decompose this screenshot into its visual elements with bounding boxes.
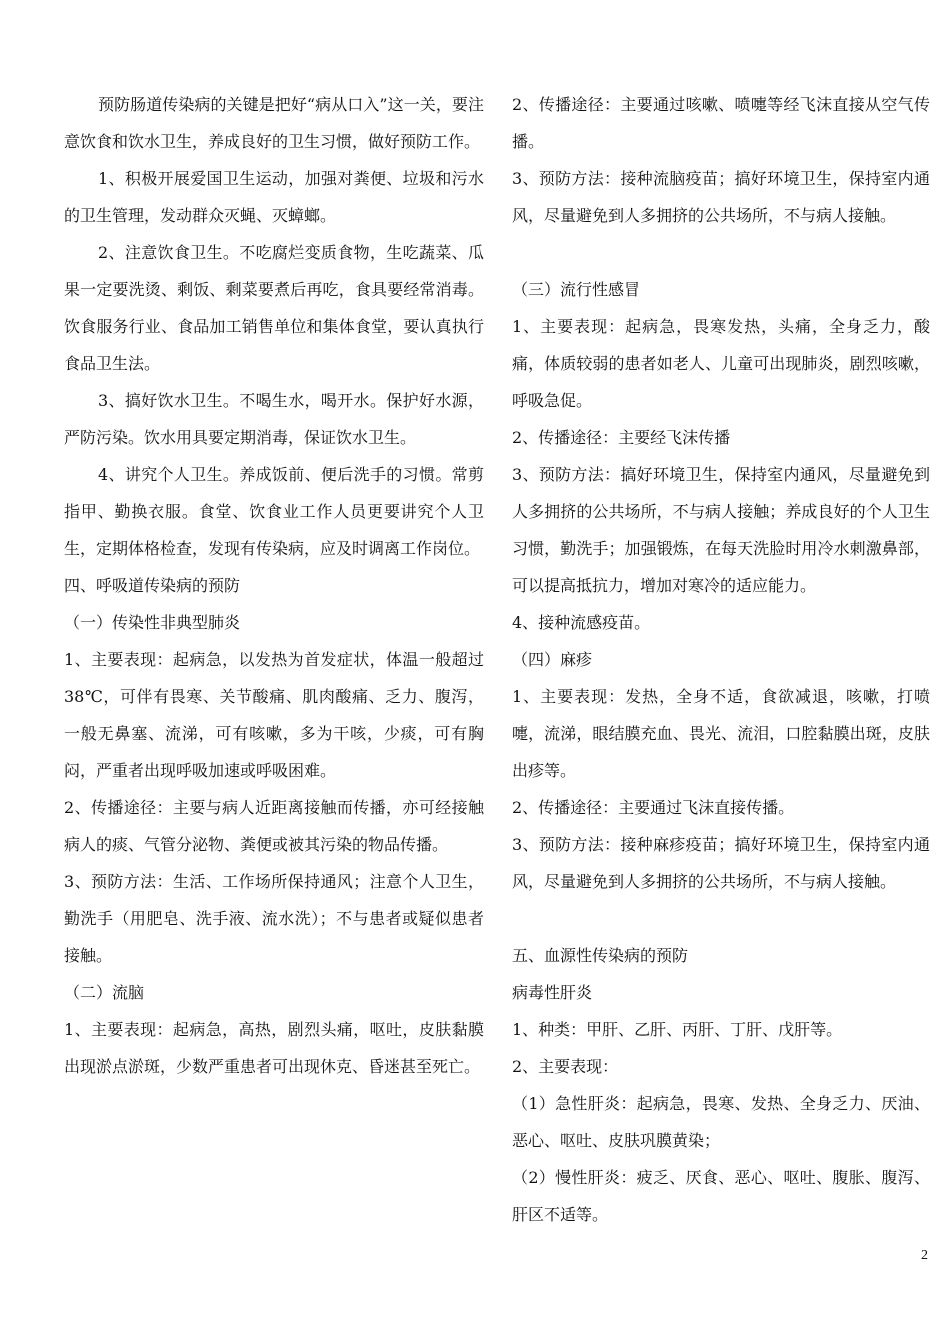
sars-transmission: 2、传播途径：主要与病人近距离接触而传播，亦可经接触病人的痰、气管分泌物、粪便或被其污染的物品传播。 — [64, 798, 484, 854]
hepatitis-symptoms-heading: 2、主要表现： — [512, 1057, 619, 1076]
hepatitis-types: 1、种类：甲肝、乙肝、丙肝、丁肝、戊肝等。 — [512, 1020, 843, 1039]
chronic-hepatitis: （2）慢性肝炎：疲乏、厌食、恶心、呕吐、腹胀、腹泻、肝区不适等。 — [512, 1168, 930, 1224]
subheading-meningitis: （二）流脑 — [64, 983, 145, 1002]
spacer — [512, 234, 930, 271]
subheading-influenza: （三）流行性感冒 — [512, 280, 641, 299]
influenza-prevention: 3、预防方法：搞好环境卫生，保持室内通风，尽量避免到人多拥挤的公共场所，不与病人接触；养成良好的个人卫生习惯，勤洗手；加强锻炼，在每天洗脸时用冷水刺激鼻部，可以提高抵抗力，增加对寒冷的适应能力。 — [512, 465, 930, 595]
left-column — [64, 86, 484, 1085]
intro-paragraph: 预防肠道传染病的关键是把好“病从口入”这一关，要注意饮食和饮水卫生，养成良好的卫生习惯，做好预防工作。 — [64, 95, 484, 151]
page-number: 2 — [921, 1248, 928, 1263]
measles-symptoms: 1、主要表现：发热，全身不适，食欲减退，咳嗽，打喷嚏，流涕，眼结膜充血、畏光、流泪，口腔黏膜出斑，皮肤出疹等。 — [512, 687, 930, 780]
influenza-transmission: 2、传播途径：主要经飞沫传播 — [512, 428, 731, 447]
measure-4-paragraph: 4、讲究个人卫生。养成饭前、便后洗手的习惯。常剪指甲、勤换衣服。食堂、饮食业工作人员更要讲究个人卫生，定期体格检查，发现有传染病，应及时调离工作岗位。 — [64, 465, 484, 558]
meningitis-transmission: 2、传播途径：主要通过咳嗽、喷嚏等经飞沫直接从空气传播。 — [512, 95, 930, 151]
measure-2-paragraph: 2、注意饮食卫生。不吃腐烂变质食物，生吃蔬菜、瓜果一定要洗烫、剩饭、剩菜要煮后再吃，食具要经常消毒。饮食服务行业、食品加工销售单位和集体食堂，要认真执行食品卫生法。 — [64, 243, 484, 373]
measure-3-paragraph: 3、搞好饮水卫生。不喝生水，喝开水。保护好水源，严防污染。饮水用具要定期消毒，保证饮水卫生。 — [64, 391, 484, 447]
section-heading-bloodborne: 五、血源性传染病的预防 — [512, 946, 689, 965]
spacer — [512, 900, 930, 937]
subheading-hepatitis: 病毒性肝炎 — [512, 983, 593, 1002]
sars-prevention: 3、预防方法：生活、工作场所保持通风；注意个人卫生，勤洗手（用肥皂、洗手液、流水洗）；不与患者或疑似患者接触。 — [64, 872, 484, 965]
sars-symptoms: 1、主要表现：起病急，以发热为首发症状，体温一般超过 38℃，可伴有畏寒、关节酸痛、肌肉酸痛、乏力、腹泻，一般无鼻塞、流涕，可有咳嗽，多为干咳，少痰，可有胸闷，严重者出现呼吸加速或呼吸困难。 — [64, 650, 484, 780]
meningitis-prevention: 3、预防方法：接种流脑疫苗；搞好环境卫生，保持室内通风，尽量避免到人多拥挤的公共场所，不与病人接触。 — [512, 169, 930, 225]
right-column — [512, 86, 930, 1233]
measles-prevention: 3、预防方法：接种麻疹疫苗；搞好环境卫生，保持室内通风，尽量避免到人多拥挤的公共场所，不与病人接触。 — [512, 835, 930, 891]
subheading-measles: （四）麻疹 — [512, 650, 593, 669]
measles-transmission: 2、传播途径：主要通过飞沫直接传播。 — [512, 798, 795, 817]
measure-1-paragraph: 1、积极开展爱国卫生运动，加强对粪便、垃圾和污水的卫生管理，发动群众灭蝇、灭蟑螂。 — [64, 169, 484, 225]
influenza-symptoms: 1、主要表现：起病急，畏寒发热，头痛，全身乏力，酸痛，体质较弱的患者如老人、儿童可出现肺炎，剧烈咳嗽，呼吸急促。 — [512, 317, 930, 410]
meningitis-symptoms: 1、主要表现：起病急，高热，剧烈头痛，呕吐，皮肤黏膜出现淤点淤斑，少数严重患者可出现休克、昏迷甚至死亡。 — [64, 1020, 484, 1076]
influenza-vaccine: 4、接种流感疫苗。 — [512, 613, 651, 632]
acute-hepatitis: （1）急性肝炎：起病急，畏寒、发热、全身乏力、厌油、恶心、呕吐、皮肤巩膜黄染； — [512, 1094, 930, 1150]
subheading-sars: （一）传染性非典型肺炎 — [64, 613, 241, 632]
section-heading-respiratory: 四、呼吸道传染病的预防 — [64, 576, 241, 595]
